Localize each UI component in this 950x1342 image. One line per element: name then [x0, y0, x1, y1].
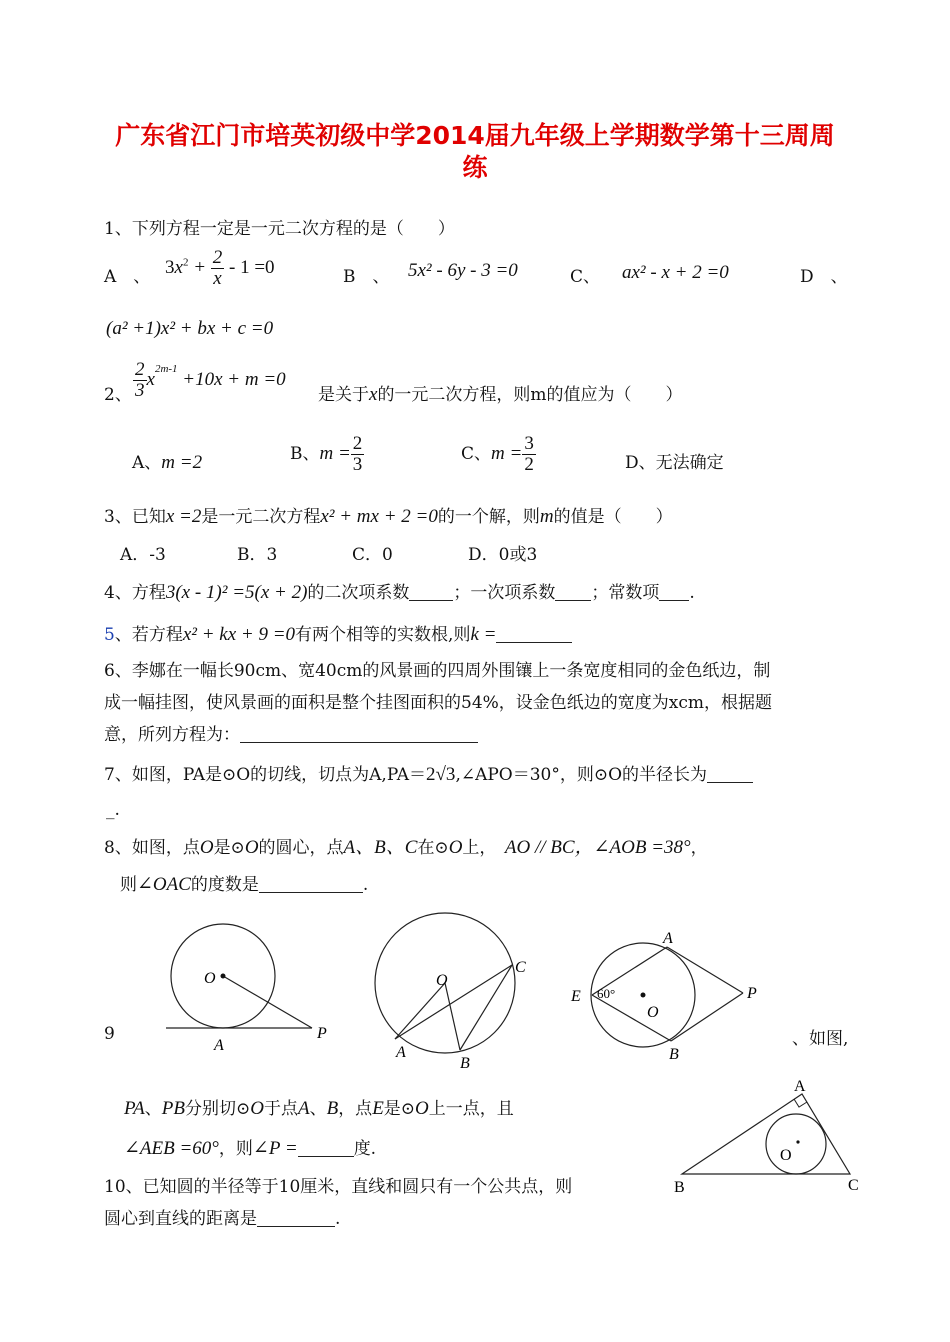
q5-expr2: k = [470, 624, 497, 645]
fig1-label-o: O [204, 970, 216, 987]
q9-o: O [250, 1098, 264, 1119]
fig4-label-a: A [794, 1078, 806, 1095]
q1-a-tail: - 1 =0 [229, 256, 275, 278]
q3-expr1: x =2 [165, 506, 202, 527]
q10-text-a: 圆心到直线的距离是 [104, 1209, 257, 1229]
q8-text-a: 8、如图，点 [104, 838, 200, 858]
fig2-label-b: B [460, 1055, 470, 1072]
q2-equation [133, 360, 286, 401]
q2-text2: 的一元二次方程，则m的值应为（ ） [377, 385, 683, 405]
fig1-center-dot [221, 974, 226, 979]
q9-angle-aeb: ∠AEB =60° [124, 1138, 219, 1159]
figure-parallel-chord [370, 905, 540, 1075]
q9-blank[interactable] [298, 1138, 354, 1157]
q2-b-den: 3 [352, 454, 363, 475]
fig3-center-dot [641, 993, 646, 998]
q9-text-n: 上一点，且 [428, 1099, 514, 1119]
q1-option-a-label: A 、 [104, 267, 151, 287]
q9-sep1: 、 [144, 1099, 162, 1119]
figure-tangent [160, 920, 340, 1060]
q8-angle: ∠OAC [137, 874, 191, 895]
q3-option-c: C．0 [352, 545, 393, 565]
q10-line1: 10、已知圆的半径等于10厘米，直线和圆只有一个公共点，则 [104, 1177, 573, 1197]
fig4-label-b: B [674, 1179, 685, 1196]
q2-frac-num: 2 [135, 359, 145, 380]
q4-blank-1[interactable] [409, 582, 453, 601]
fig1-label-a: A [214, 1037, 224, 1054]
q10-blank[interactable] [257, 1208, 335, 1227]
fig4-label-o: O [780, 1147, 792, 1164]
q9-pa: PA [124, 1098, 145, 1119]
q6-line3 [104, 720, 478, 745]
q7-line1 [104, 760, 753, 786]
fig3-label-a: A [663, 930, 673, 947]
q8-text-b: 是⊙ [213, 838, 245, 858]
q1-option-c-label: C、 [570, 267, 601, 287]
q9-o2: O [415, 1098, 429, 1119]
q6-line1: 6、李娜在一幅长90cm、宽40cm的风景画的四周外围镶上一条宽度相同的金色纸边，制 [104, 661, 771, 681]
q9-text-d2: 度. [353, 1139, 377, 1159]
q3-post: 的一个解，则 [437, 507, 540, 527]
q2-exponent: 2m-1 [154, 362, 178, 375]
q2-var: x [146, 368, 155, 390]
q9-angle-p: ∠P = [252, 1138, 298, 1159]
q7-text-b: ,∠APO＝30°，则⊙O的半径长为 [455, 765, 708, 785]
q2-expr-tail: +10x + m =0 [182, 368, 286, 390]
q8-points: A、B、C [343, 837, 418, 858]
q8-text-e: 上， [462, 838, 488, 858]
q9-text-d: 分别切⊙ [184, 1099, 251, 1119]
q7-pa-value: 2√3 [426, 764, 456, 785]
q8-text-c: 的圆心，点 [258, 838, 344, 858]
q5-number: 5 [104, 625, 115, 645]
q8-circle-o2: O [448, 837, 463, 858]
q4-text3: ；常数项 [591, 583, 660, 603]
q7-blank[interactable] [707, 764, 753, 783]
q8-blank[interactable] [259, 874, 363, 893]
q2-option-c [461, 434, 536, 475]
fig2-label-o: O [436, 972, 448, 989]
q3-mid: 是一元二次方程 [201, 507, 321, 527]
q7-line2: _. [106, 800, 120, 820]
q5-pre: 、若方程 [114, 625, 183, 645]
q9-e: E [372, 1098, 384, 1119]
question-3 [104, 502, 673, 528]
question-5 [104, 620, 572, 646]
q2-option-a [132, 448, 202, 474]
q5-blank[interactable] [496, 624, 572, 643]
q7-text-a: 7、如图，PA是⊙O的切线，切点为A,PA＝ [104, 765, 426, 785]
question-1-stem: 1、下列方程一定是一元二次方程的是（ ） [104, 219, 455, 239]
q9-text-l: 是⊙ [383, 1099, 416, 1119]
q2-b-expr: m = [319, 443, 351, 464]
q4-pre: 4、方程 [104, 583, 166, 603]
q2-c-expr: m = [491, 443, 523, 464]
q8-text2c: . [362, 875, 369, 895]
q5-post: 有两个相等的实数根,则 [295, 625, 471, 645]
q3-option-d: D．0或3 [468, 545, 538, 565]
q2-b-label: B、 [290, 444, 320, 464]
q1-option-b-label: B 、 [343, 267, 390, 287]
fig4-incircle [766, 1114, 826, 1174]
fig1-segment-op [223, 976, 312, 1028]
fig3-label-b: B [669, 1046, 679, 1063]
q2-c-den: 2 [524, 454, 534, 475]
q2-a-label: A、 [132, 453, 162, 473]
q1-option-c-expr: ax² - x + 2 =0 [622, 262, 729, 283]
page-title: 广东省江门市培英初级中学2014届九年级上学期数学第十三周周 [115, 121, 835, 150]
q9-a: A [297, 1098, 310, 1119]
fig3-label-o: O [647, 1004, 659, 1021]
q8-comma: ， [690, 838, 708, 858]
q1-a-var: x [174, 256, 183, 278]
q2-option-b [290, 434, 364, 475]
fig3-segment-eb [592, 995, 671, 1041]
q5-expr: x² + kx + 9 =0 [182, 624, 296, 645]
q9-line3 [124, 1134, 376, 1160]
q9-pb: PB [161, 1098, 185, 1119]
q4-end: . [689, 583, 695, 603]
fig2-segment-ac [395, 965, 512, 1039]
q3-pre: 3、已知 [104, 507, 166, 527]
q9-text-f: 于点 [263, 1099, 298, 1119]
q4-expr: 3(x - 1)² =5(x + 2) [165, 582, 308, 603]
q3-expr2: x² + mx + 2 =0 [320, 506, 438, 527]
fig3-label-e: E [571, 988, 581, 1005]
q8-circle-o: O [244, 837, 259, 858]
q8-text2b: 的度数是 [190, 875, 259, 895]
q1-option-b-expr: 5x² - 6y - 3 =0 [408, 260, 518, 281]
q9-b: B [326, 1098, 339, 1119]
q2-var-x: x [369, 384, 378, 405]
q3-tail: 的值是（ ） [553, 507, 673, 527]
q6-line3-text: 意，所列方程为： [104, 725, 240, 745]
fig3-tangent-pa [667, 947, 743, 993]
q2-text [318, 380, 683, 406]
q2-c-num: 3 [524, 433, 534, 454]
q1-option-d-label: D 、 [800, 267, 848, 287]
q1-option-d-expr: (a² +1)x² + bx + c =0 [106, 318, 274, 339]
q9-sep2: 、 [309, 1099, 327, 1119]
q4-text: 的二次项系数 [307, 583, 410, 603]
q2-number: 2、 [104, 385, 132, 405]
q1-option-a-expr: $3x^2$ + $\frac{2}{x}$ - 1 =0 [165, 247, 275, 289]
q10-text-b: . [335, 1209, 341, 1229]
q4-blank-2[interactable] [555, 582, 591, 601]
q2-c-label: C、 [461, 444, 492, 464]
figure-incircle [672, 1076, 872, 1196]
q9-tail: 、如图, [792, 1029, 849, 1049]
question-4 [104, 578, 695, 604]
q4-blank-3[interactable] [659, 582, 689, 601]
q8-line1 [104, 832, 708, 859]
q3-option-b: B．3 [237, 545, 278, 565]
fig2-segment-oa [395, 983, 445, 1039]
q8-text2a: 则 [120, 875, 137, 895]
fig3-angle-label: 60° [597, 986, 616, 1001]
q8-point-o: O [199, 837, 214, 858]
q2-a-expr: m =2 [161, 452, 203, 473]
q2-b-num: 2 [352, 433, 363, 454]
figure-two-tangents [565, 925, 775, 1065]
fig3-tangent-pb [671, 993, 743, 1041]
q2-option-d: D、无法确定 [625, 453, 724, 473]
q3-var: m [539, 506, 554, 527]
fig4-center-dot [796, 1140, 799, 1143]
fig1-label-p: P [317, 1025, 327, 1042]
q6-blank[interactable] [240, 724, 478, 743]
q9-text-j: ，点 [338, 1099, 373, 1119]
page-title-line2: 练 [462, 153, 488, 182]
q4-text2: ；一次项系数 [453, 583, 556, 603]
fig2-label-c: C [515, 959, 526, 976]
fig4-label-c: C [848, 1177, 859, 1194]
q9-number: 9 [104, 1024, 115, 1044]
fig2-segment-ob [445, 983, 460, 1050]
q8-line2 [120, 870, 368, 896]
q6-line2: 成一幅挂图，使风景画的面积是整个挂图面积的54%，设金色纸边的宽度为xcm，根据题 [104, 693, 773, 713]
q2-frac-den: 3 [135, 380, 145, 401]
q2-text1: 是关于 [318, 385, 369, 405]
q1-a-frac-den: x [213, 268, 222, 289]
q10-line2 [104, 1204, 340, 1229]
fig3-label-p: P [747, 985, 757, 1002]
q8-condition: AO // BC，∠AOB =38° [504, 837, 691, 858]
q3-option-a: A．-3 [120, 545, 166, 565]
q9-text-b: ，则 [218, 1139, 253, 1159]
fig2-label-a: A [396, 1044, 406, 1061]
fig2-segment-bc [460, 965, 512, 1050]
q9-line2 [124, 1094, 514, 1120]
q8-text-d: 在⊙ [417, 838, 449, 858]
q1-a-frac-num: 2 [212, 247, 223, 268]
